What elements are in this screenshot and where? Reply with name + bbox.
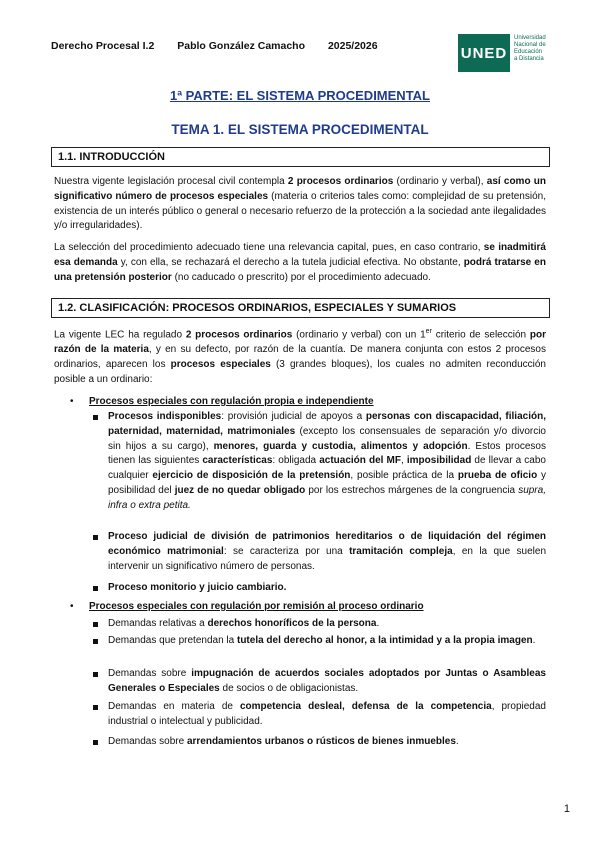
paragraph-intro-1 [54, 175, 546, 234]
logo-mark: UNED [458, 34, 510, 72]
list-item-text [108, 700, 546, 730]
list-heading: Procesos especiales con regulación por remisión al proceso ordinario [89, 601, 424, 612]
bullet-dot-icon: • [70, 601, 74, 612]
logo-sub-line: Universidad [514, 35, 546, 41]
list-item-text [108, 617, 546, 632]
logo-subtitle [514, 35, 572, 63]
topic-title: TEMA 1. EL SISTEMA PROCEDIMENTAL [171, 122, 429, 137]
text-run-bold: tutela del derecho al honor, a la intimidad y a la propia imagen [236, 635, 533, 646]
text-run: (3 grandes bloques), los cuales no admiten reconducción posible a un ordinario: [54, 358, 546, 385]
bullet-dot-icon: • [70, 396, 74, 407]
text-run: (ordinario y verbal), [393, 176, 487, 187]
text-run-bold: personas con discapacidad, filiación, paternidad, maternidad, matrimoniales [108, 411, 546, 437]
text-run-bold: derechos honoríficos de la persona [207, 618, 377, 629]
academic-year: 2025/2026 [327, 40, 378, 52]
text-run-bold: impugnación de acuerdos sociales adoptados por Juntas o Asambleas Generales o Especiales [108, 668, 546, 694]
text-run: . [376, 618, 380, 629]
list-item-text [108, 735, 546, 750]
text-run-bold: podrá tratarse en una pretensión posterior [54, 256, 546, 283]
list-item-text [108, 667, 546, 697]
square-bullet-icon [93, 535, 98, 540]
logo-sub-line: Educación [514, 49, 543, 55]
text-run: Demandas en materia de [108, 701, 240, 712]
list-item-text [108, 581, 546, 596]
text-run-bold: Proceso judicial de división de patrimonios hereditarios o de liquidación del régimen económico matrimonial [108, 531, 546, 557]
text-run: Nuestra vigente legislación procesal civil contempla [54, 176, 288, 187]
square-bullet-icon [93, 705, 98, 710]
text-run: . [455, 736, 459, 747]
square-bullet-icon [93, 639, 98, 644]
text-run: por los estrechos márgenes de la congruencia [305, 484, 519, 496]
text-run: La vigente LEC ha regulado [54, 329, 186, 341]
text-run: Demandas que pretendan la [108, 635, 237, 646]
text-run-bold: arrendamientos urbanos o rústicos de bienes inmuebles [186, 736, 456, 747]
text-run: de llevar a cabo cualquier [108, 455, 546, 482]
text-run-italic: extra petita. [138, 499, 191, 511]
text-run: La selección del procedimiento adecuado tiene una relevancia capital, pues, en caso contrario, [54, 242, 484, 253]
text-run-italic: supra, infra [108, 484, 546, 511]
text-run-bold: menores, guarda y custodia, alimentos y adopción [213, 440, 468, 452]
logo-sub-line: Nacional de [514, 42, 546, 48]
text-run-bold: ejercicio de disposición de la pretensión [152, 470, 351, 482]
page-number: 1 [563, 803, 570, 815]
paragraph-intro-2 [54, 241, 546, 285]
text-run-bold: competencia desleal, defensa de la competencia [239, 701, 492, 712]
text-run-bold: por razón de la materia [54, 329, 546, 356]
text-run-bold: así como un significativo número de procesos especiales [54, 176, 546, 202]
text-run: . [532, 635, 536, 646]
text-run: , [400, 455, 407, 467]
text-run-bold: tramitación compleja [349, 545, 453, 557]
list-heading: Procesos especiales con regulación propia e independiente [89, 396, 374, 407]
square-bullet-icon [93, 586, 98, 591]
text-run-bold: prueba de oficio [457, 470, 538, 482]
text-run: (ordinario y verbal) con un 1 [292, 329, 426, 341]
text-run: (materia o criterios tales como: complejidad de su pretensión, existencia de un interés público o general o necesario refuerzo de la protección a la sociedad ante ilegalidades y/o irregularidades). [54, 190, 546, 232]
list-item-text [108, 530, 546, 574]
text-run-bold: juez de no quedar obligado [174, 484, 306, 496]
text-run: y, con ella, se rechazará el derecho a la tutela judicial efectiva. No obstante, [117, 256, 464, 268]
text-run-bold: actuación del MF [319, 455, 401, 467]
text-run: : obligada [272, 455, 320, 467]
header-text [51, 40, 378, 52]
text-run: : provisión judicial de apoyos a [221, 411, 366, 422]
text-run: Demandas relativas a [108, 618, 208, 629]
text-run: , propiedad industrial o intelectual y publicidad. [108, 701, 546, 727]
text-run-italic: o [127, 499, 139, 511]
text-run: , posible práctica de la [350, 470, 458, 482]
text-run: : se caracteriza por una [223, 545, 350, 557]
uned-logo [458, 34, 570, 72]
text-run: (excepto los consensuales de separación y/o divorcio sin hijos a su cargo), [108, 425, 546, 452]
text-run: , en la que suelen intervenir un significativo número de personas. [108, 545, 547, 572]
list-item-text [108, 410, 546, 514]
text-run: , y en su defecto, por razón de la cuantía. De manera conjunta con estos 2 procesos ordinarios, aparecen los [54, 344, 546, 370]
text-run-bold: Proceso monitorio y juicio cambiario. [108, 582, 287, 593]
section-heading-introduccion: 1.1. INTRODUCCIÓN [51, 147, 550, 167]
superscript: er [425, 328, 432, 335]
course-name: Derecho Procesal I.2 [51, 40, 155, 52]
text-run-bold: se inadmitirá esa demanda [54, 242, 546, 268]
square-bullet-icon [93, 672, 98, 677]
text-run: y posibilidad del [108, 470, 547, 496]
square-bullet-icon [93, 622, 98, 627]
text-run-bold: imposibilidad [406, 455, 472, 467]
page-header [51, 34, 570, 74]
logo-sub-line: a Distancia [514, 56, 544, 62]
text-run: Demandas sobre [108, 668, 192, 679]
text-run: de socios o de obligacionistas. [219, 682, 359, 694]
author-name: Pablo González Camacho [177, 40, 306, 52]
text-run-bold: características [202, 455, 273, 467]
paragraph-clasificacion [54, 325, 546, 388]
text-run-bold: 2 procesos ordinarios [287, 176, 394, 187]
text-run: criterio de selección [431, 329, 530, 341]
text-run: (no caducado o prescrito) por el procedimiento adecuado. [171, 271, 431, 283]
text-run-bold: 2 procesos ordinarios [185, 329, 293, 341]
text-run-bold: procesos especiales [170, 358, 271, 370]
square-bullet-icon [93, 415, 98, 420]
section-heading-clasificacion: 1.2. CLASIFICACIÓN: PROCESOS ORDINARIOS, ESPECIALES Y SUMARIOS [51, 298, 550, 318]
square-bullet-icon [93, 740, 98, 745]
list-item-text [108, 634, 546, 649]
part-title: 1ª PARTE: EL SISTEMA PROCEDIMENTAL [169, 88, 430, 103]
text-run: . Estos procesos tienen las siguientes [108, 440, 546, 467]
text-run: Demandas sobre [108, 736, 187, 747]
text-run-bold: Procesos indisponibles [108, 411, 222, 422]
